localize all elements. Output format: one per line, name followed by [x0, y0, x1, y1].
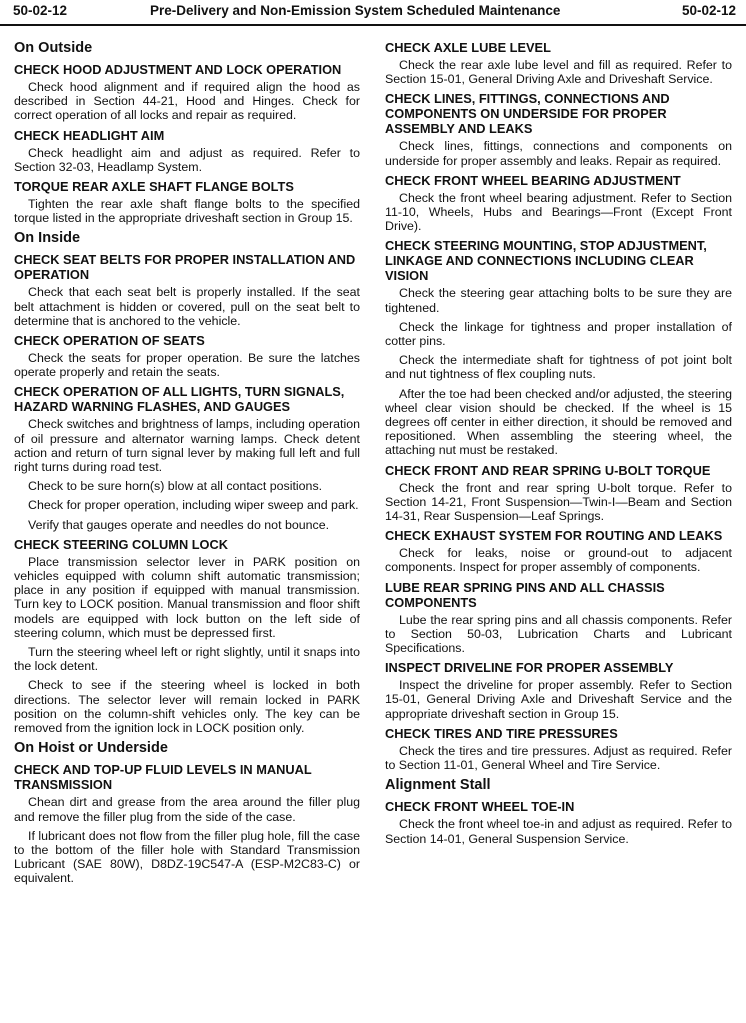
paragraph: Check to see if the steering wheel is locked in both directions. The selector lever will remain locked in PARK position on the column-shift vehicles only. The key can be removed from the ignition lock in LOCK position only. — [14, 678, 360, 736]
section-axle-flange-bolts — [14, 179, 360, 225]
paragraph: Check the seats for proper operation. Be sure the latches operate properly and retain the seats. — [14, 351, 360, 380]
page-number-left: 50-02-12 — [13, 3, 68, 18]
paragraph: Inspect the driveline for proper assembly. Refer to Section 15-01, General Driving Axle and Driveshaft Service and the appropriate driveshaft section in Group 15. — [385, 678, 732, 721]
section-u-bolt-torque — [385, 463, 732, 524]
section-exhaust — [385, 528, 732, 574]
paragraph: After the toe had been checked and/or adjusted, the steering wheel clear vision should be checked. If the wheel is 15 degrees off center in either direction, it should be removed and repositioned. When assembling the steering wheel, the attaching nut must be restaked. — [385, 386, 732, 458]
paragraph: Check to be sure horn(s) blow at all contact positions. — [28, 479, 323, 494]
section-title: LUBE REAR SPRING PINS AND ALL CHASSIS COMPONENTS — [385, 579, 665, 610]
paragraph: Check lines, fittings, connections and components on underside for proper assembly and leaks. Repair as required. — [385, 139, 732, 168]
section-seat-belts — [14, 252, 360, 328]
section-headlight-aim — [14, 128, 360, 174]
section-steering-mounting — [385, 238, 732, 457]
section-title: TORQUE REAR AXLE SHAFT FLANGE BOLTS — [14, 179, 294, 195]
paragraph: Check switches and brightness of lamps, including operation of oil pressure and alternator warning lamps. Check detent action and return of turn signal lever by making full left and full right turns during road test. — [14, 417, 360, 475]
section-title: CHECK EXHAUST SYSTEM FOR ROUTING AND LEAKS — [385, 528, 723, 544]
paragraph: Check the front wheel toe-in and adjust as required. Refer to Section 14-01, General Suspension Service. — [385, 817, 732, 846]
paragraph: Tighten the rear axle shaft flange bolts to the specified torque listed in the appropriate driveshaft section in Group 15. — [14, 197, 360, 226]
section-manual-transmission-fluid — [14, 762, 360, 885]
section-lube-spring-pins — [385, 580, 732, 656]
section-title: CHECK TIRES AND TIRE PRESSURES — [385, 725, 618, 741]
section-hood — [14, 62, 360, 123]
paragraph: Check hood alignment and if required align the hood as described in Section 44-21, Hood and Hinges. Check for correct operation of all locks and repair as required. — [14, 80, 360, 123]
heading-on-outside: On Outside — [14, 40, 93, 56]
paragraph: Check for leaks, noise or ground-out to adjacent components. Inspect for proper assembly of components. — [385, 546, 732, 575]
paragraph: Check headlight aim and adjust as required. Refer to Section 32-03, Headlamp System. — [14, 145, 360, 174]
section-title: CHECK STEERING COLUMN LOCK — [14, 536, 228, 552]
section-title: CHECK STEERING MOUNTING, STOP ADJUSTMENT, LINKAGE AND CONNECTIONS INCLUDING CLEAR VISION — [385, 238, 707, 284]
paragraph: Verify that gauges operate and needles do not bounce. — [28, 517, 330, 532]
paragraph: Lube the rear spring pins and all chassis components. Refer to Section 50-03, Lubrication Charts and Lubricant Specifications. — [385, 612, 732, 656]
section-title: INSPECT DRIVELINE FOR PROPER ASSEMBLY — [385, 660, 674, 676]
page-header — [0, 0, 746, 26]
section-title: CHECK OPERATION OF ALL LIGHTS, TURN SIGNALS, HAZARD WARNING FLASHES, AND GAUGES — [14, 384, 345, 415]
heading-alignment-stall: Alignment Stall — [385, 777, 491, 794]
paragraph: If lubricant does not flow from the filler plug hole, fill the case to the bottom of the filler hole with Standard Transmission Lubricant (SAE 80W), D8DZ-19C547-A (ESP-M2C83-C) or equivalent. — [14, 828, 360, 886]
paragraph: Check the front and rear spring U-bolt torque. Refer to Section 14-21, Front Suspension—Twin-I—Beam and Section 14-31, Rear Suspension—Leaf Springs. — [385, 480, 732, 524]
section-tires — [385, 726, 732, 772]
section-title: CHECK FRONT WHEEL BEARING ADJUSTMENT — [385, 172, 681, 188]
paragraph: Check the intermediate shaft for tightness of pot joint bolt and nut tightness of flex coupling nuts. — [385, 353, 732, 382]
paragraph: Check the linkage for tightness and proper installation of cotter pins. — [385, 319, 732, 349]
section-title: CHECK FRONT WHEEL TOE-IN — [385, 799, 575, 815]
section-title: CHECK LINES, FITTINGS, CONNECTIONS AND COMPONENTS ON UNDERSIDE FOR PROPER ASSEMBLY AND LEAKS — [385, 91, 670, 137]
paragraph: Chean dirt and grease from the area around the filler plug and remove the filler plug from the side of the case. — [14, 795, 360, 824]
section-driveline — [385, 660, 732, 721]
section-toe-in — [385, 799, 732, 845]
section-title: CHECK FRONT AND REAR SPRING U-BOLT TORQUE — [385, 462, 711, 478]
left-column — [14, 40, 360, 891]
section-wheel-bearing — [385, 173, 732, 234]
right-column — [385, 40, 732, 851]
paragraph: Check that each seat belt is properly installed. If the seat belt attachment is hidden or covered, pull on the seat belt to determine that is anchored to the vehicle. — [14, 285, 360, 328]
section-seats — [14, 333, 360, 379]
paragraph: Check the steering gear attaching bolts to be sure they are tightened. — [385, 286, 732, 315]
section-title: CHECK AXLE LUBE LEVEL — [385, 40, 551, 55]
paragraph: Turn the steering wheel left or right slightly, until it snaps into the lock detent. — [14, 645, 360, 674]
section-steering-column-lock — [14, 537, 360, 735]
page-number-right: 50-02-12 — [681, 3, 736, 18]
heading-on-inside: On Inside — [14, 230, 81, 247]
section-title: CHECK SEAT BELTS FOR PROPER INSTALLATION AND OPERATION — [14, 252, 356, 283]
page-title: Pre-Delivery and Non-Emission System Scheduled Maintenance — [150, 3, 561, 18]
paragraph: Check the front wheel bearing adjustment. Refer to Section 11-10, Wheels, Hubs and Bearings—Front (Except Front Drive). — [385, 190, 732, 234]
paragraph: Check the rear axle lube level and fill as required. Refer to Section 15-01, General Driving Axle and Driveshaft Service. — [385, 58, 732, 87]
section-title: CHECK OPERATION OF SEATS — [14, 333, 205, 349]
section-lights — [14, 384, 360, 531]
paragraph: Check the tires and tire pressures. Adjust as required. Refer to Section 11-01, General Wheel and Tire Service. — [385, 743, 732, 773]
section-axle-lube — [385, 40, 732, 86]
heading-on-hoist: On Hoist or Underside — [14, 740, 168, 757]
paragraph: Check for proper operation, including wiper sweep and park. — [28, 498, 359, 513]
section-title: CHECK AND TOP-UP FLUID LEVELS IN MANUAL TRANSMISSION — [14, 762, 312, 793]
section-lines-fittings — [385, 91, 732, 167]
section-title: CHECK HEADLIGHT AIM — [14, 127, 165, 143]
paragraph: Place transmission selector lever in PARK position on vehicles equipped with column shift automatic transmission; place in any position if equipped with manual transmission. Turn key to LOCK position. Manual transmission and floor shift models are equipped with lock button on the left side of steering column, which must be depressed first. — [14, 554, 360, 640]
section-title: CHECK HOOD ADJUSTMENT AND LOCK OPERATION — [14, 62, 342, 77]
